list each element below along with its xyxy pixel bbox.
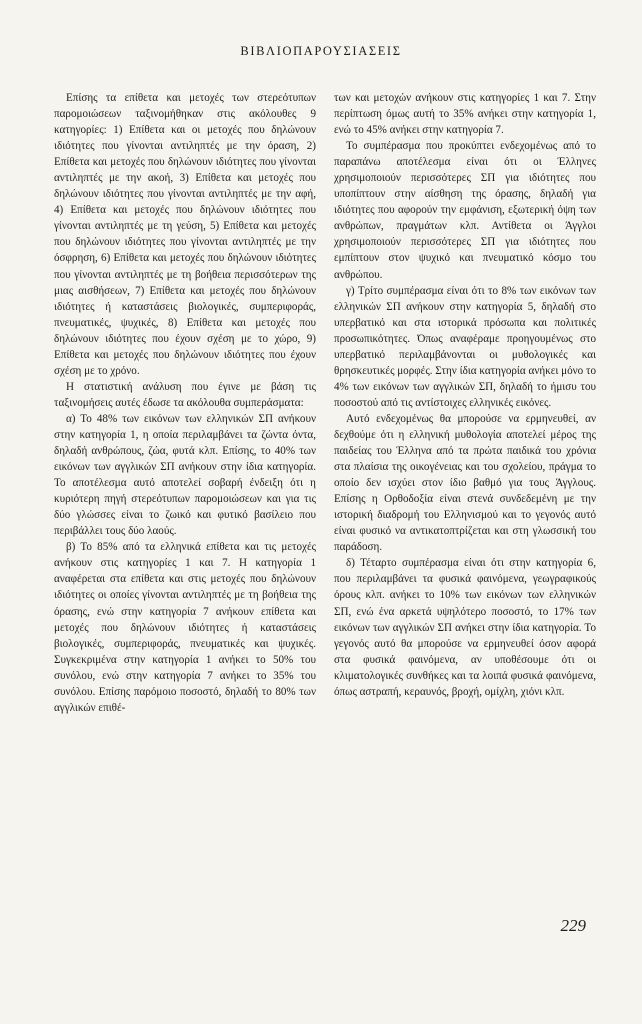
left-column: [54, 90, 316, 716]
paragraph: Επίσης τα επίθετα και μετοχές των στερεότυπων παρομοιώσεων ταξινομήθηκαν στις ακόλουθες 9 κατηγορίες: 1) Επίθετα και οι μετοχές που δηλώνουν ιδιότητες που γίνονται αντιληπτές με την όραση, 2) Επίθετα και μετοχές που δηλώνουν ιδιότητες που γίνονται αντιληπτές με την ακοή, 3) Επίθετα και μετοχές που δηλώνουν ιδιότητες που γίνονται αντιληπτές με την αφή, 4) Επίθετα και μετοχές που δηλώνουν ιδιότητες που γίνονται αντιληπτές με τη γεύση, 5) Επίθετα και μετοχές που δηλώνουν ιδιότητες που γίνονται αντιληπτές με την όσφρηση, 6) Επίθετα και μετοχές που δηλώνουν ιδιότητες που γίνονται αντιληπτές με τη βοήθεια περισσότερων της μιας αισθήσεων, 7) Επίθετα και μετοχές που δηλώνουν ιδιότητες ή καταστάσεις βιολογικές, συμπεριφοράς, πνευματικές, ψυχικές, 8) Επίθετα και μετοχές που δηλώνουν ιδιότητες που έχουν σχέση με το χώρο, 9) Επίθετα και μετοχές που δηλώνουν ιδιότητες που έχουν σχέση με το χρόνο.: [54, 92, 316, 377]
text-columns: [54, 90, 596, 716]
running-head: ΒΙΒΛΙΟΠΑΡΟΥΣΙΑΣΕΙΣ: [240, 44, 402, 58]
page-number: 229: [560, 916, 586, 935]
paragraph: α) Το 48% των εικόνων των ελληνικών ΣΠ ανήκουν στην κατηγορία 1, η οποία περιλαμβάνει τα ζώντα όντα, δηλαδή ανθρώπους, ζώα, φυτά κλπ. Επίσης, το 40% των εικόνων των αγγλικών ΣΠ ανήκουν στην ίδια κατηγορία. Το αποτέλεσμα αυτό αποτελεί σοβαρή ένδειξη ότι η κυριότερη πηγή στερεότυπων παρομοιώσεων και για τις δύο γλώσσες είναι το ζωικό και φυτικό βασίλειο που περιβάλλει τους δύο λαούς.: [54, 412, 316, 538]
paragraph: γ) Τρίτο συμπέρασμα είναι ότι το 8% των εικόνων των ελληνικών ΣΠ ανήκουν στην κατηγορία 5, δηλαδή στο υπερβατικό και στα ιστορικά πρόσωπα και πολιτικές προσωπικότητες. Όπως αναφέραμε προηγουμένως στο υπερβατικό περιλαμβάνονται οι μυθολογικές και θρησκευτικές μορφές. Στην ίδια κατηγορία ανήκει μόνο το 4% των εικόνων των αγγλικών ΣΠ, δηλαδή το ήμισυ του ποσοστού από τις αντίστοιχες ελληνικές εικόνες.: [334, 284, 596, 409]
paragraph: των και μετοχών ανήκουν στις κατηγορίες 1 και 7. Στην περίπτωση όμως αυτή το 35% ανήκει στην κατηγορία 1, ενώ το 45% ανήκει στην κατηγορία 7.: [334, 92, 596, 137]
paragraph: Η στατιστική ανάλυση που έγινε με βάση τις ταξινομήσεις αυτές έδωσε τα ακόλουθα συμπεράσματα:: [54, 380, 316, 409]
right-column: [334, 90, 596, 716]
paragraph: Αυτό ενδεχομένως θα μπορούσε να ερμηνευθεί, αν δεχθούμε ότι η ελληνική μυθολογία αποτελεί μέρος της παιδείας του Έλληνα από τα πρώτα παιδικά του χρόνια στα πλαίσια της οικογένειας και του σχολείου, πράγμα το οποίο δεν ισχύει στον ίδιο βαθμό για τους Άγγλους. Επίσης η Ορθοδοξία είναι στενά συνδεδεμένη με την ιστορική διαδρομή του Ελληνισμού και το γεγονός αυτό είναι φυσικό να αντικατοπτρίζεται και στη γλωσσική του παράδοση.: [334, 412, 596, 554]
paragraph: δ) Τέταρτο συμπέρασμα είναι ότι στην κατηγορία 6, που περιλαμβάνει τα φυσικά φαινόμενα, γεωγραφικούς όρους κλπ. ανήκει το 10% των εικόνων των ελληνικών ΣΠ, ενώ ένα αρκετά υψηλότερο ποσοστό, το 17% των εικόνων των αγγλικών ΣΠ ανήκει στην ίδια κατηγορία. Το γεγονός αυτό θα μπορούσε να ερμηνευθεί όσον αφορά στα φυσικά φαινόμενα, αν υποθέσουμε ότι οι κλιματολογικές συνθήκες και τα λοιπά φυσικά φαινόμενα, όπως αστραπή, κεραυνός, βροχή, ομίχλη, χιόνι κλπ.: [334, 557, 596, 698]
paragraph: Το συμπέρασμα που προκύπτει ενδεχομένως από το παραπάνω αποτέλεσμα είναι ότι οι Έλληνες χρησιμοποιούν περισσότερες ΣΠ για ιδιότητες που υποπίπτουν στην αίσθηση της όρασης, δηλαδή για ιδιότητες που αφορούν την εμφάνιση, εξωτερική όψη των ανθρώπων, πραγμάτων κλπ. Αντίθετα οι Άγγλοι χρησιμοποιούν περισσότερες ΣΠ για ιδιότητες που εμπίπτουν στον ψυχικό και πνευματικό κόσμο του ανθρώπου.: [334, 140, 596, 281]
paragraph: β) Το 85% από τα ελληνικά επίθετα και τις μετοχές ανήκουν στις κατηγορίες 1 και 7. Η κατηγορία 1 αναφέρεται στα επίθετα και στις μετοχές που δηλώνουν ιδιότητες οι οποίες γίνονται αντιληπτές με τη βοήθεια της όρασης, ενώ στην κατηγορία 7 ανήκουν επίθετα και μετοχές που δηλώνουν ιδιότητες ή καταστάσεις βιολογικές, συμπεριφοράς, πνευματικές και ψυχικές. Συγκεκριμένα στην κατηγορία 1 ανήκει το 50% του συνόλου, ενώ στην κατηγορία 7 ανήκει το 35% του συνόλου. Επίσης παρόμοιο ποσοστό, δηλαδή το 80% των αγγλικών επιθέ-: [54, 541, 316, 714]
